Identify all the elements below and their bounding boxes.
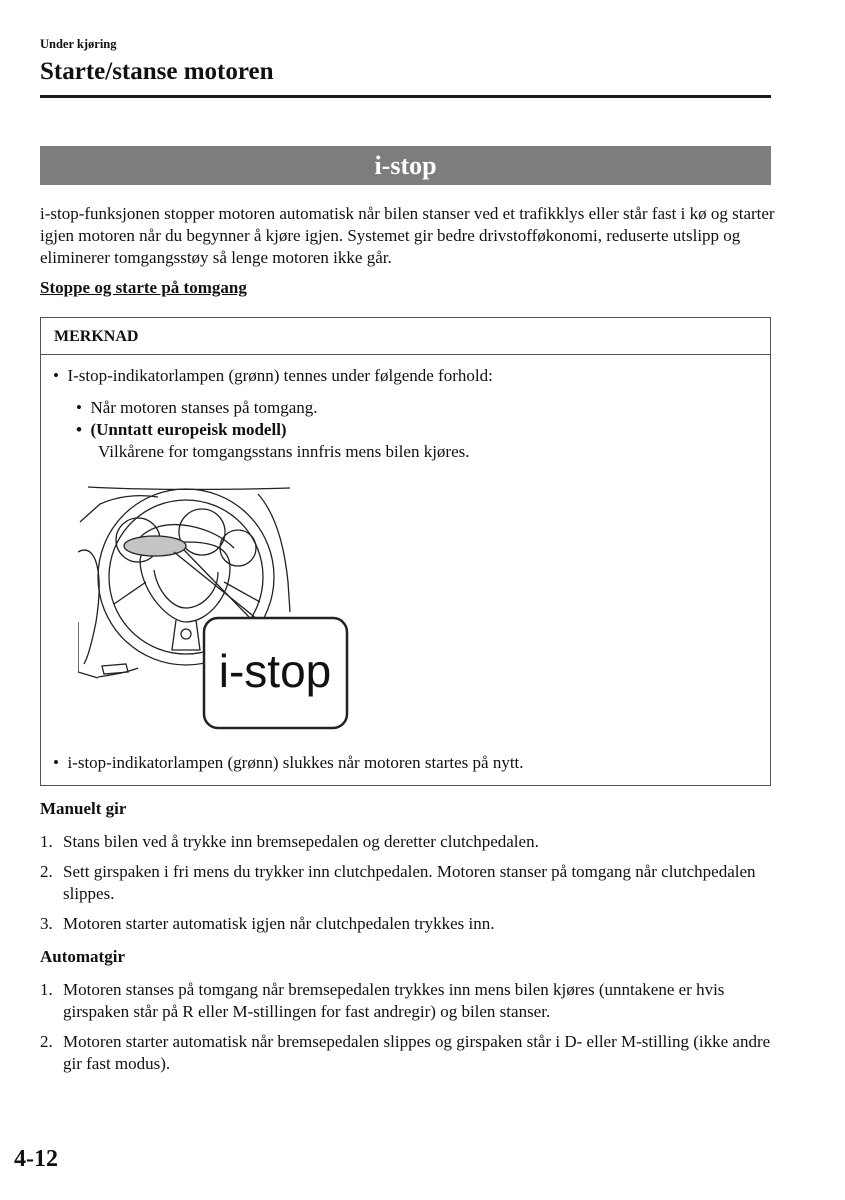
manual-steps-list bbox=[40, 831, 775, 935]
bullet-symbol: • bbox=[53, 753, 59, 772]
note-sub-item-1 bbox=[76, 397, 318, 419]
step-text: Stans bilen ved å trykke inn bremsepedalen og deretter clutchpedalen. bbox=[63, 832, 539, 851]
bullet-symbol: • bbox=[76, 420, 82, 439]
note-sub-item-1-text: Når motoren stanses på tomgang. bbox=[90, 398, 318, 417]
title-rule bbox=[40, 95, 771, 98]
manual-gear-heading: Manuelt gir bbox=[40, 799, 127, 818]
automatic-step bbox=[40, 1031, 775, 1075]
manual-step bbox=[40, 831, 775, 853]
note-bullet-2 bbox=[53, 752, 524, 774]
note-bullet-2-text: i-stop-indikatorlampen (grønn) slukkes når motoren startes på nytt. bbox=[67, 753, 524, 772]
subheading: Stoppe og starte på tomgang bbox=[40, 278, 247, 297]
section-banner: i-stop bbox=[40, 146, 771, 185]
step-number: 1. bbox=[40, 980, 53, 999]
step-number: 3. bbox=[40, 914, 53, 933]
step-text: Motoren stanses på tomgang når bremsepedalen trykkes inn mens bilen kjøres (unntakene er hvis girspaken står på R eller M-stillingen for fast andregir) og bilen stanser. bbox=[63, 980, 725, 1021]
manual-step bbox=[40, 861, 775, 905]
automatic-steps-list bbox=[40, 979, 775, 1075]
manual-step bbox=[40, 913, 775, 935]
istop-indicator-label: i-stop bbox=[218, 645, 332, 697]
step-number: 2. bbox=[40, 862, 53, 881]
automatic-gear-heading: Automatgir bbox=[40, 947, 125, 966]
steering-wheel-illustration bbox=[78, 482, 358, 732]
step-text: Motoren starter automatisk når bremsepedalen slippes og girspaken står i D- eller M-stilling (ikke andre gir fast modus). bbox=[63, 1032, 771, 1073]
step-number: 1. bbox=[40, 832, 53, 851]
page-number: 4-12 bbox=[14, 1146, 58, 1172]
bullet-symbol: • bbox=[53, 366, 59, 385]
note-sub-item-2-continuation: Vilkårene for tomgangsstans innfris mens bilen kjøres. bbox=[98, 442, 470, 461]
step-number: 2. bbox=[40, 1032, 53, 1051]
page-title: Starte/stanse motoren bbox=[40, 58, 274, 85]
note-sub-item-2-text: (Unntatt europeisk modell) bbox=[90, 420, 287, 439]
step-text: Motoren starter automatisk igjen når clutchpedalen trykkes inn. bbox=[63, 914, 495, 933]
note-bullet-1-text: I-stop-indikatorlampen (grønn) tennes under følgende forhold: bbox=[67, 366, 493, 385]
bullet-symbol: • bbox=[76, 398, 82, 417]
automatic-step bbox=[40, 979, 775, 1023]
note-sub-item-2 bbox=[76, 419, 287, 441]
step-text: Sett girspaken i fri mens du trykker inn clutchpedalen. Motoren stanser på tomgang når clutchpedalen slippes. bbox=[63, 862, 756, 903]
section-label: Under kjøring bbox=[40, 37, 117, 51]
note-title: MERKNAD bbox=[41, 318, 770, 355]
note-bullet-1 bbox=[53, 365, 493, 387]
intro-paragraph: i-stop-funksjonen stopper motoren automatisk når bilen stanser ved et trafikklys eller står fast i kø og starter igjen motoren når du begynner å kjøre igjen. Systemet gir bedre drivstofføkonomi, reduserte utslipp og eliminerer tomgangsstøy så lenge motoren ikke går. bbox=[40, 204, 775, 267]
